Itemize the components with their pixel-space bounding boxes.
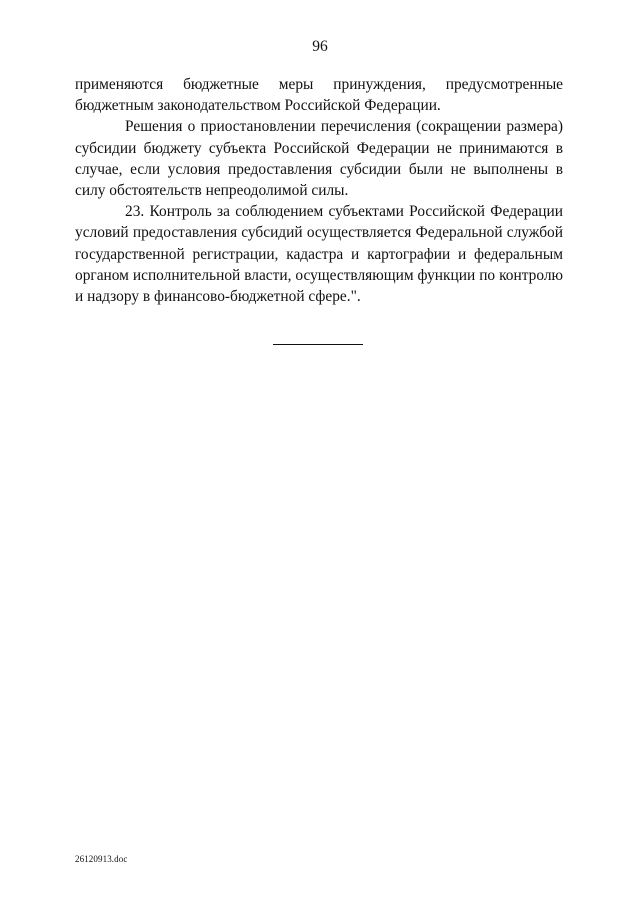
paragraph-item-23-control: 23. Контроль за соблюдением субъектами Российской Федерации условий предоставления субсидий осуществляется Федеральной службой государственной регистрации, кадастра и картографии и федеральным органом исполнительной власти, осуществляющим функции по контролю и надзору в финансово-бюджетной сфере.".	[75, 203, 563, 306]
document-body	[75, 74, 563, 307]
paragraph-continuation: применяются бюджетные меры принуждения, предусмотренные бюджетным законодательством Российской Федерации.	[75, 76, 563, 115]
end-of-text-rule	[273, 344, 363, 345]
footer-filename: 26120913.doc	[75, 854, 128, 864]
paragraph-suspension-decisions: Решения о приостановлении перечисления (сокращении размера) субсидии бюджету субъекта Российской Федерации не принимаются в случае, если условия предоставления субсидии были не выполнены в силу обстоятельств непреодолимой силы.	[75, 118, 563, 200]
page-number: 96	[312, 38, 328, 55]
